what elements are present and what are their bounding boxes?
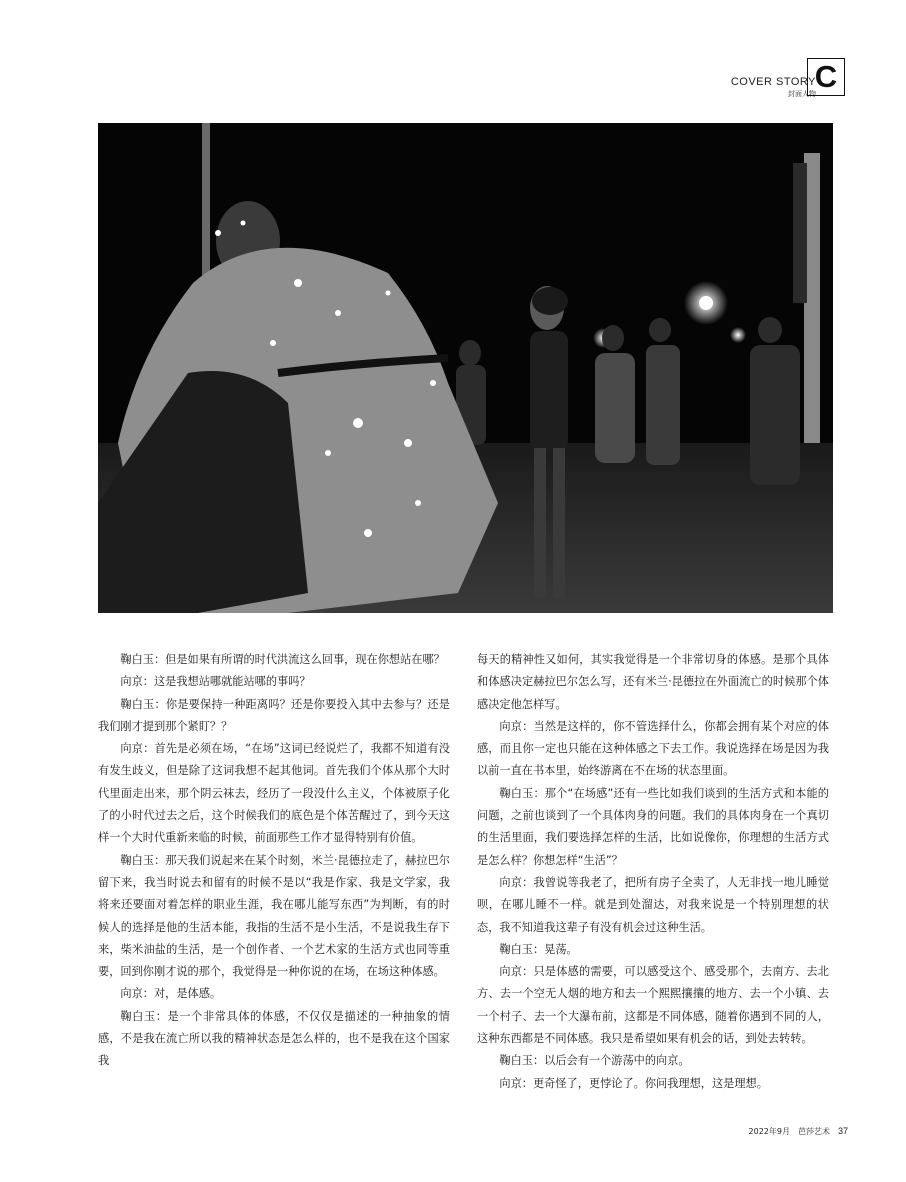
issue-date: 2022年9月 (748, 1127, 790, 1136)
night-street-crowd-photo-icon (98, 123, 833, 613)
article-photo (98, 123, 833, 613)
paragraph: 每天的精神性又如何，其实我觉得是一个非常切身的体感。是那个具体和体感决定赫拉巴尔怎么写，还有米兰·昆德拉在外面流亡的时候那个体感决定他怎样写。 (477, 653, 829, 711)
paragraph: 向京：只是体感的需要，可以感受这个、感受那个，去南方、去北方、去一个空无人烟的地方和去一个熙熙攘攘的地方、去一个小镇、去一个村子、去一个大瀑布前，这都是不同体感，随着你遇到不同的人，这种东西都是不同体感。我只是希望如果有机会的话，到处去转转。 (477, 965, 829, 1046)
page-footer (749, 1126, 848, 1137)
paragraph: 鞠白玉：晃荡。 (499, 942, 578, 956)
paragraph: 向京：对，是体感。 (120, 987, 222, 1001)
section-label (731, 77, 816, 98)
paragraph: 鞠白玉：那个“在场感”还有一些比如我们谈到的生活方式和本能的问题，之前也谈到了一个具体肉身的问题。我们的具体肉身在一个真切的生活里面，我们要选择怎样的生活，比如说像你，你理想的生活方式是怎么样？你想怎样“生活”？ (477, 786, 829, 867)
magazine-name: 芭莎艺术 (797, 1127, 830, 1136)
paragraph: 向京：首先是必须在场，“在场”这词已经说烂了，我都不知道有没有发生歧义，但是除了这词我想不起其他词。首先我们个体从那个大时代里面走出来，那个阴云袜去，经历了一段没什么主义，个体被原子化了的小时代过去之后，这个时候我们的底色是个体苦醒过了，到今天这样一个大时代重新来临的时候，前面那些工作才显得特别有价值。 (98, 742, 450, 845)
paragraph: 鞠白玉：但是如果有所谓的时代洪流这么回事，现在你想站在哪？ (120, 653, 445, 666)
paragraph: 鞠白玉：你是要保持一种距离吗？还是你要投入其中去参与？还是我们刚才提到那个紧盯？？ (98, 697, 450, 733)
article-column-left (98, 649, 450, 1073)
logo-letter: C (814, 59, 838, 94)
section-title-cn: 封面人物 (788, 90, 816, 98)
paragraph: 鞠白玉：那天我们说起来在某个时刻，米兰·昆德拉走了，赫拉巴尔留下来，我当时说去和留有的时候不是以“我是作家、我是文学家，我将来还要面对着怎样的职业生涯，我在哪儿能写东西”为判断，有的时候人的选择是他的生活本能，我指的生活不是小生活，不是说我生存下来，柴米油盐的生活，是一个创作者、一个艺术家的生活方式也同等重要，回到你刚才说的那个，我觉得是一种你说的在场，在场这种体感。 (98, 853, 450, 979)
article-column-right (477, 649, 829, 1095)
section-title-en: COVER STORY (730, 76, 816, 88)
paragraph: 鞠白玉：是一个非常具体的体感，不仅仅是描述的一种抽象的情感，不是我在流亡所以我的精神状态是怎么样的，也不是我在这个国家我 (98, 1009, 450, 1068)
paragraph: 向京：当然是这样的，你不管选择什么，你都会拥有某个对应的体感，而且你一定也只能在这种体感之下去工作。我说选择在场是因为我以前一直在书本里，始终游离在不在场的状态里面。 (477, 719, 829, 778)
paragraph: 向京：这是我想站哪就能站哪的事吗？ (120, 675, 311, 689)
paragraph: 向京：我曾说等我老了，把所有房子全卖了，人无非找一地儿睡觉呗，在哪儿睡不一样。就是到处溜达，对我来说是一个特别理想的状态，我不知道我这辈子有没有机会过这种生活。 (477, 875, 829, 934)
cover-story-logo (807, 58, 845, 96)
paragraph: 鞠白玉：以后会有一个游荡中的向京。 (499, 1054, 690, 1068)
page-number: 37 (837, 1126, 848, 1136)
paragraph: 向京：更奇怪了，更悖论了。你问我理想，这是理想。 (499, 1076, 768, 1090)
